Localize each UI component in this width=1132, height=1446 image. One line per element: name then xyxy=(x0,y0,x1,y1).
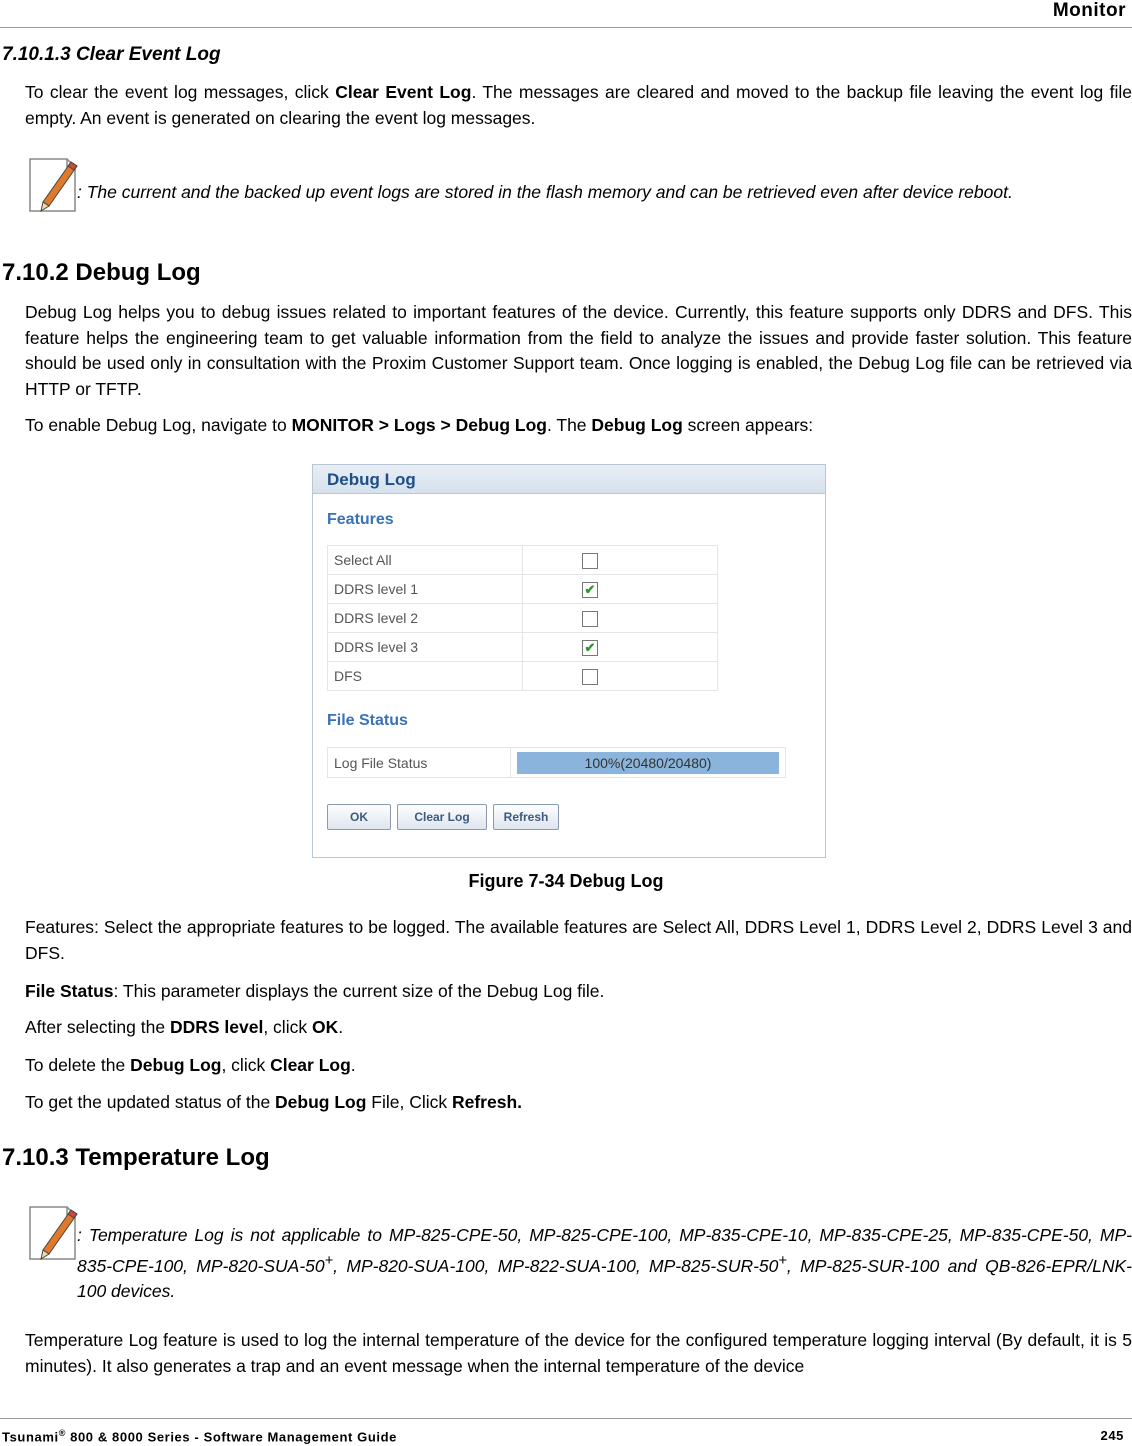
note-event-log-storage: : The current and the backed up event logs are stored in the flash memory and can be retrieved even after device reboot. xyxy=(77,182,1013,202)
log-file-status-progress-bar: 100%(20480/20480) xyxy=(517,752,779,774)
feature-label: Select All xyxy=(328,546,523,575)
feature-label: DDRS level 3 xyxy=(328,633,523,662)
feature-row-ddrs-3 xyxy=(328,633,718,662)
feature-label: DDRS level 1 xyxy=(328,575,523,604)
ddrs-level-3-checkbox[interactable]: ✔ xyxy=(582,640,598,656)
note-pencil-icon xyxy=(27,156,79,214)
heading-temperature-log: 7.10.3 Temperature Log xyxy=(2,1144,270,1171)
note-temperature-not-applicable: : Temperature Log is not applicable to MP-825-CPE-50, MP-825-CPE-100, MP-835-CPE-10, MP-835-CPE-25, MP-835-CPE-50, MP-835-CPE-100, MP-820-SUA-50+, MP-820-SUA-100, MP-822-SUA-100, MP-825-SUR-50+, MP-825-SUR-100 and QB-826-EPR/LNK-100 devices. xyxy=(77,1225,1132,1301)
log-file-status-label: Log File Status xyxy=(328,748,511,778)
select-all-checkbox[interactable] xyxy=(582,553,598,569)
features-table xyxy=(327,545,718,691)
figure-caption: Figure 7-34 Debug Log xyxy=(468,871,664,891)
feature-label: DDRS level 2 xyxy=(328,604,523,633)
debug-log-panel-title: Debug Log xyxy=(327,470,416,489)
paragraph-file-status: File Status: This parameter displays the current size of the Debug Log file. xyxy=(25,981,605,1001)
heading-debug-log: 7.10.2 Debug Log xyxy=(2,259,201,286)
ok-button[interactable]: OK xyxy=(327,804,391,830)
page-header-title: Monitor xyxy=(1052,0,1126,21)
file-status-table xyxy=(327,747,786,778)
footer-document-title: Tsunami® 800 & 8000 Series - Software Management Guide xyxy=(2,1428,397,1445)
footer-divider xyxy=(0,1418,1132,1419)
feature-row-ddrs-1 xyxy=(328,575,718,604)
ddrs-level-2-checkbox[interactable] xyxy=(582,611,598,627)
footer-page-number: 245 xyxy=(1100,1428,1124,1443)
paragraph-select-ddrs: After selecting the DDRS level, click OK. xyxy=(25,1017,344,1037)
debug-log-panel-header xyxy=(313,465,825,494)
header-divider xyxy=(0,27,1132,28)
paragraph-clear-event-log: To clear the event log messages, click Clear Event Log. The messages are cleared and moved to the backup file leaving the event log file empty. An event is generated on clearing the event log messages. xyxy=(25,82,1132,128)
refresh-button[interactable]: Refresh xyxy=(493,804,559,830)
paragraph-delete-log: To delete the Debug Log, click Clear Log. xyxy=(25,1055,356,1075)
debug-log-screenshot xyxy=(312,464,826,858)
feature-label: DFS xyxy=(328,662,523,691)
clear-log-button[interactable]: Clear Log xyxy=(397,804,487,830)
dfs-checkbox[interactable] xyxy=(582,669,598,685)
features-section-title: Features xyxy=(327,511,394,528)
ddrs-level-1-checkbox[interactable]: ✔ xyxy=(582,582,598,598)
feature-row-ddrs-2 xyxy=(328,604,718,633)
note-pencil-icon xyxy=(27,1204,79,1262)
paragraph-debug-log-navigate: To enable Debug Log, navigate to MONITOR > Logs > Debug Log. The Debug Log screen appears: xyxy=(25,415,814,435)
feature-row-dfs xyxy=(328,662,718,691)
paragraph-debug-log-intro: Debug Log helps you to debug issues related to important features of the device. Currently, this feature supports only DDRS and DFS. This feature helps the engineering team to get valuable information from the field to analyze the issues and provide faster solution. This feature should be used only in consultation with the Proxim Customer Support team. Once logging is enabled, the Debug Log file can be retrieved via HTTP or TFTP. xyxy=(25,302,1132,399)
feature-row-select-all xyxy=(328,546,718,575)
file-status-section-title: File Status xyxy=(327,712,408,729)
heading-clear-event-log: 7.10.1.3 Clear Event Log xyxy=(2,44,221,65)
paragraph-refresh: To get the updated status of the Debug Log File, Click Refresh. xyxy=(25,1092,523,1112)
paragraph-temperature-log: Temperature Log feature is used to log the internal temperature of the device for the configured temperature logging interval (By default, it is 5 minutes). It also generates a trap and an event message when the internal temperature of the device xyxy=(25,1330,1132,1376)
paragraph-features: Features: Select the appropriate features to be logged. The available features are Select All, DDRS Level 1, DDRS Level 2, DDRS Level 3 and DFS. xyxy=(25,917,1132,963)
